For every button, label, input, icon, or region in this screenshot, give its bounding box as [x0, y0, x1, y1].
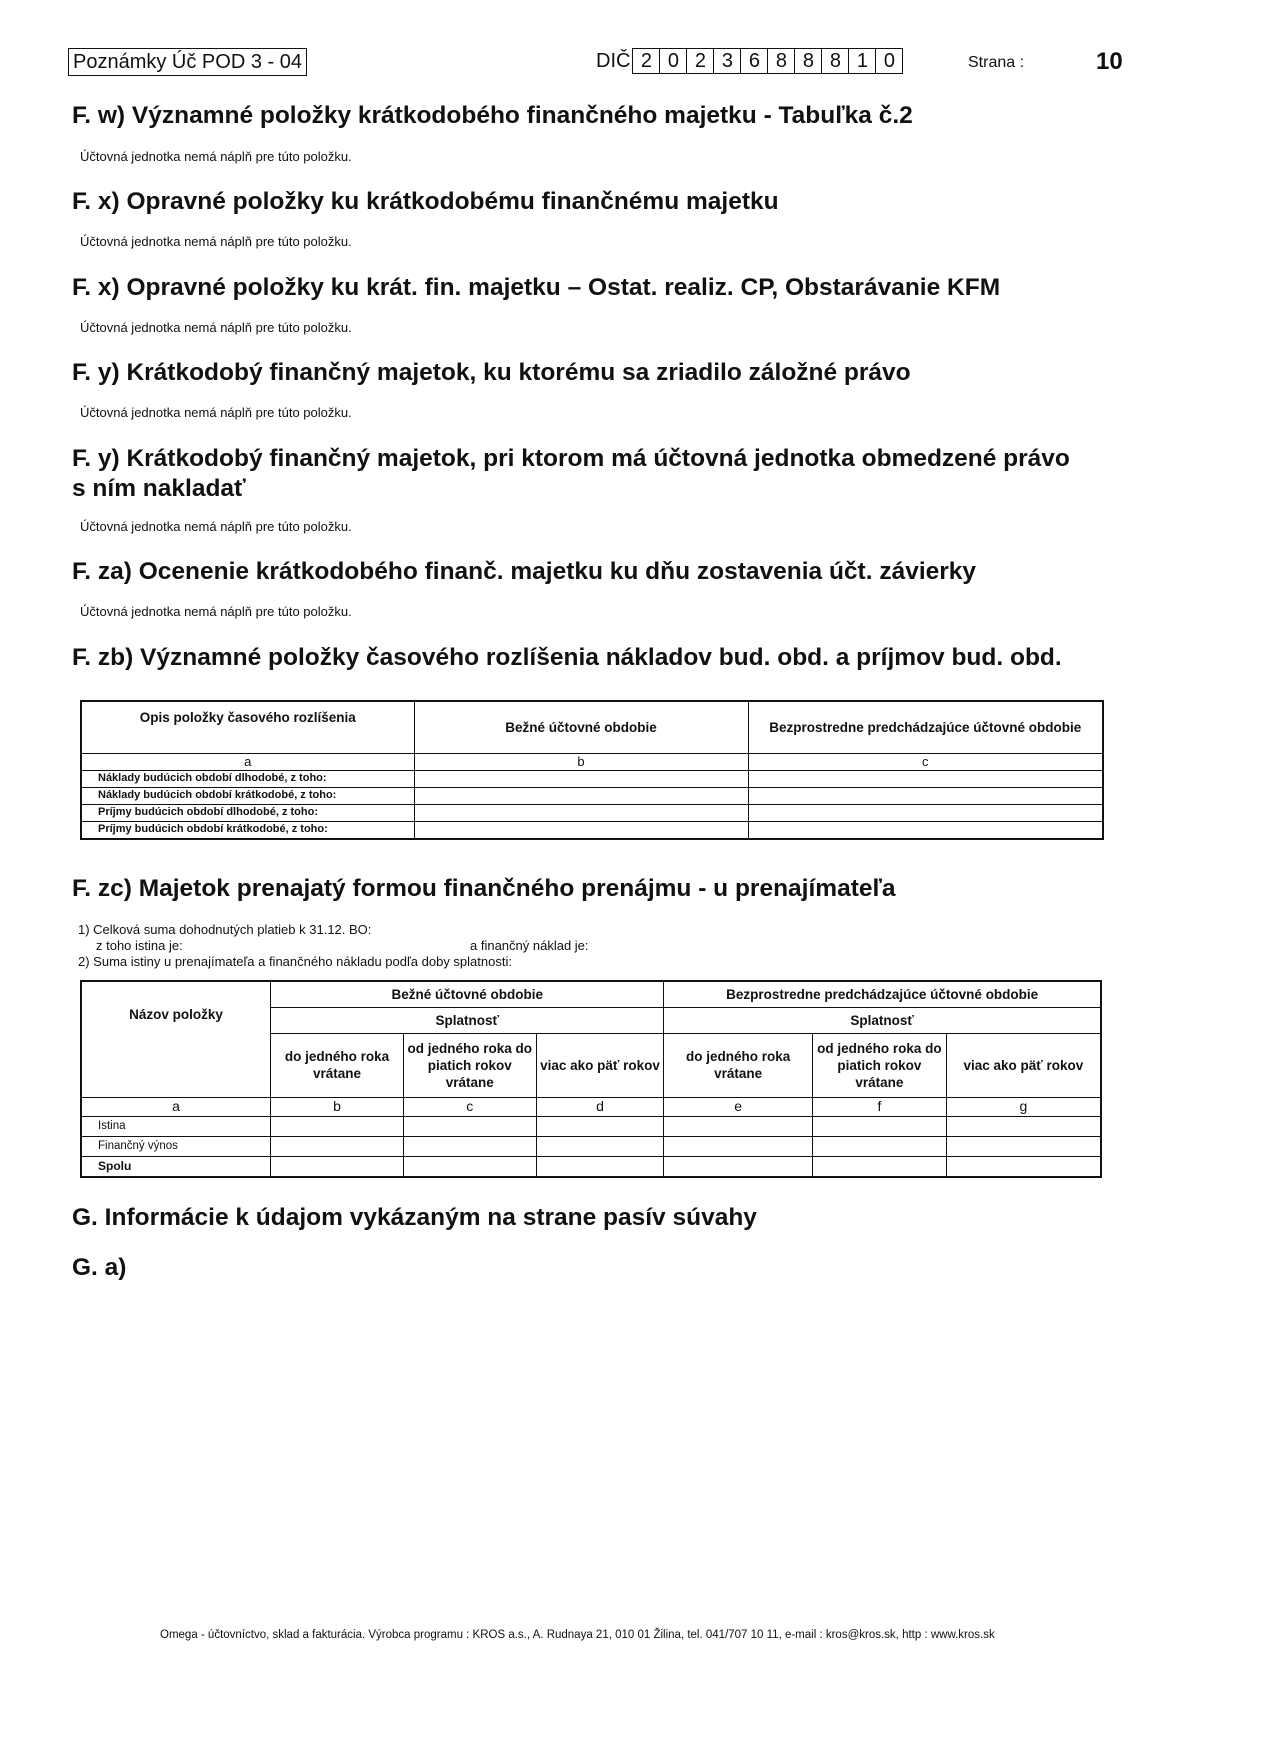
table-cell — [403, 1156, 536, 1177]
table-cell — [403, 1116, 536, 1136]
section-heading-line2: s ním nakladať — [72, 475, 246, 502]
finance-lease-table — [80, 980, 1102, 1178]
table-cell — [536, 1156, 664, 1177]
section-heading: F. w) Významné položky krátkodobého finančného majetku - Tabuľka č.2 — [72, 102, 913, 129]
col-letter: g — [946, 1097, 1101, 1116]
table-cell — [748, 770, 1103, 787]
dic-digit: 2 — [633, 49, 660, 73]
table-row-label: Náklady budúcich období dlhodobé, z toho: — [81, 770, 414, 787]
col-header-item-name: Názov položky — [81, 981, 271, 1097]
section-note: Účtovná jednotka nemá náplň pre túto položku. — [80, 405, 352, 420]
col-letter: c — [748, 753, 1103, 770]
table-cell — [271, 1116, 404, 1136]
maturity-header: Splatnosť — [664, 1007, 1101, 1033]
table-row-label: Finančný výnos — [81, 1136, 271, 1156]
col-letter: e — [664, 1097, 813, 1116]
page-number: 10 — [1096, 48, 1123, 75]
dic-digit: 8 — [795, 49, 822, 73]
form-code: Poznámky Úč POD 3 - 04 — [68, 48, 307, 76]
col-header-current-period: Bežné účtovné obdobie — [414, 701, 748, 753]
dic-digit: 6 — [741, 49, 768, 73]
table-cell — [946, 1156, 1101, 1177]
section-note: Účtovná jednotka nemá náplň pre túto položku. — [80, 519, 352, 534]
dic-digit: 3 — [714, 49, 741, 73]
col-header-up-to-1y: do jedného roka vrátane — [271, 1033, 404, 1097]
dic-digit: 8 — [768, 49, 795, 73]
section-note: Účtovná jednotka nemá náplň pre túto položku. — [80, 320, 352, 335]
accruals-table — [80, 700, 1104, 840]
table-cell — [813, 1116, 947, 1136]
col-header-previous-period: Bezprostredne predchádzajúce účtovné obdobie — [748, 701, 1103, 753]
col-header-over-5y: viac ako päť rokov — [946, 1033, 1101, 1097]
table-cell — [414, 821, 748, 839]
table-cell — [748, 804, 1103, 821]
section-heading: F. za) Ocenenie krátkodobého finanč. majetku ku dňu zostavenia účt. závierky — [72, 558, 977, 585]
col-header-previous-period: Bezprostredne predchádzajúce účtovné obdobie — [664, 981, 1101, 1007]
dic-digit: 1 — [849, 49, 876, 73]
table-cell — [271, 1136, 404, 1156]
table-cell — [536, 1136, 664, 1156]
table-cell — [414, 804, 748, 821]
dic-label: DIČ — [596, 49, 631, 72]
col-header-1-5y: od jedného roka do piatich rokov vrátane — [403, 1033, 536, 1097]
table-cell — [414, 787, 748, 804]
table-cell — [664, 1116, 813, 1136]
col-letter: f — [813, 1097, 947, 1116]
table-cell — [403, 1136, 536, 1156]
table-row-label: Príjmy budúcich období dlhodobé, z toho: — [81, 804, 414, 821]
section-heading: G. Informácie k údajom vykázaným na strane pasív súvahy — [72, 1204, 757, 1231]
table-cell — [536, 1116, 664, 1136]
section-note: Účtovná jednotka nemá náplň pre túto položku. — [80, 604, 352, 619]
section-heading: F. zc) Majetok prenajatý formou finančného prenájmu - u prenajímateľa — [72, 875, 896, 902]
col-letter: b — [271, 1097, 404, 1116]
col-header-up-to-1y: do jedného roka vrátane — [664, 1033, 813, 1097]
dic-digits — [632, 48, 903, 74]
table-cell — [414, 770, 748, 787]
col-header-over-5y: viac ako päť rokov — [536, 1033, 664, 1097]
table-cell — [813, 1156, 947, 1177]
footer-text: Omega - účtovníctvo, sklad a fakturácia. Výrobca programu : KROS a.s., A. Rudnaya 21, 010 01 Žilina, tel. 041/707 10 11, e-mail : kros@kros.sk, http : www.kros.sk — [160, 1629, 995, 1641]
table-row-label: Príjmy budúcich období krátkodobé, z toho: — [81, 821, 414, 839]
table-cell — [664, 1156, 813, 1177]
table-cell — [664, 1136, 813, 1156]
section-subheading: G. a) — [72, 1254, 127, 1281]
zc-principal-line: z toho istina je: — [96, 938, 183, 953]
section-heading: F. x) Opravné položky ku krát. fin. majetku – Ostat. realiz. CP, Obstarávanie KFM — [72, 274, 1001, 301]
zc-total-line: 1) Celková suma dohodnutých platieb k 31.12. BO: — [78, 922, 372, 937]
dic-digit: 0 — [660, 49, 687, 73]
col-letter: c — [403, 1097, 536, 1116]
zc-cost-line: a finančný náklad je: — [470, 938, 589, 953]
col-header-description: Opis položky časového rozlíšenia — [81, 701, 414, 753]
table-cell — [813, 1136, 947, 1156]
col-header-current-period: Bežné účtovné obdobie — [271, 981, 664, 1007]
table-cell — [946, 1116, 1101, 1136]
table-cell — [748, 821, 1103, 839]
section-heading: F. x) Opravné položky ku krátkodobému finančnému majetku — [72, 188, 779, 215]
col-letter: b — [414, 753, 748, 770]
col-header-1-5y: od jedného roka do piatich rokov vrátane — [813, 1033, 947, 1097]
section-heading — [72, 444, 1122, 504]
table-cell — [748, 787, 1103, 804]
dic-digit: 0 — [883, 50, 896, 72]
maturity-header: Splatnosť — [271, 1007, 664, 1033]
col-letter: d — [536, 1097, 664, 1116]
section-note: Účtovná jednotka nemá náplň pre túto položku. — [80, 234, 352, 249]
table-row-label: Spolu — [81, 1156, 271, 1177]
section-heading-line1: F. y) Krátkodobý finančný majetok, pri ktorom má účtovná jednotka obmedzené právo — [72, 445, 1070, 472]
dic-digit: 8 — [822, 49, 849, 73]
table-cell — [271, 1156, 404, 1177]
section-heading: F. y) Krátkodobý finančný majetok, ku ktorému sa zriadilo záložné právo — [72, 359, 911, 386]
section-note: Účtovná jednotka nemá náplň pre túto položku. — [80, 149, 352, 164]
col-letter: a — [81, 1097, 271, 1116]
section-heading: F. zb) Významné položky časového rozlíšenia nákladov bud. obd. a príjmov bud. obd. — [72, 644, 1062, 671]
table-cell — [946, 1136, 1101, 1156]
table-row-label: Náklady budúcich období krátkodobé, z toho: — [81, 787, 414, 804]
page-label: Strana : — [968, 54, 1025, 71]
table-row-label: Istina — [81, 1116, 271, 1136]
dic-digit: 2 — [687, 49, 714, 73]
zc-maturity-line: 2) Suma istiny u prenajímateľa a finančného nákladu podľa doby splatnosti: — [78, 954, 512, 969]
col-letter: a — [81, 753, 414, 770]
dic-field — [596, 48, 903, 74]
